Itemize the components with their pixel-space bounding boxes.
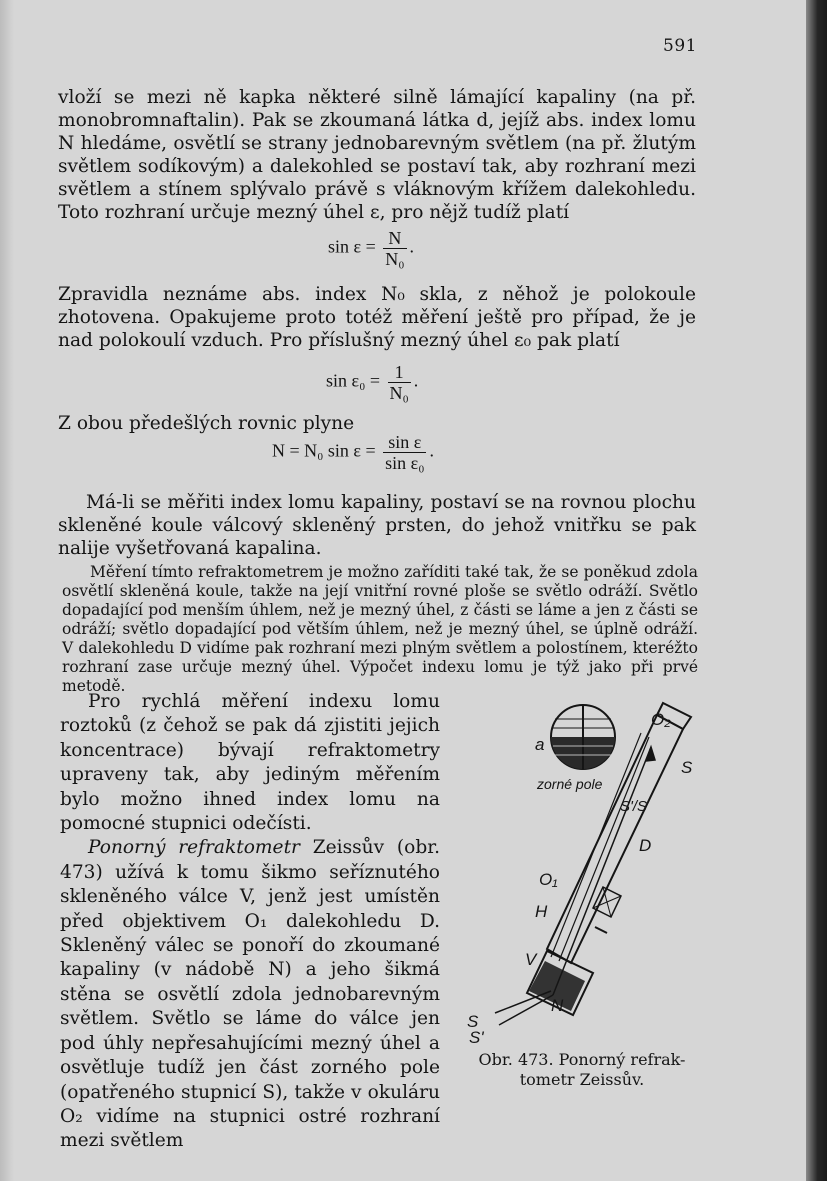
equation-2-lhs: sin ε₀ = — [326, 370, 380, 391]
equation-2-fraction — [388, 362, 411, 403]
equation-1-numerator: N — [388, 228, 402, 248]
left-column — [60, 690, 440, 1154]
equation-3-fraction — [383, 432, 426, 473]
paragraph-7-lead: Ponorný refraktometr — [88, 837, 300, 859]
paragraph-3: Z obou předešlých rovnic plyne — [58, 413, 355, 434]
label-D: D — [639, 836, 652, 855]
paragraph-2: Zpravidla neznáme abs. index N₀ skla, z něhož je polokoule zhotovena. Opakujeme proto totéž měření ještě pro případ, že je nad polokoulí vzduch. Pro příslušný mezný úhel ε₀ pak platí — [58, 284, 696, 351]
figure-caption-line-2: tometr Zeissův. — [519, 1070, 645, 1089]
equation-2-tail: . — [413, 370, 419, 391]
label-zorne-pole: zorné pole — [537, 776, 603, 792]
label-S-prime-bottom: S' — [469, 1028, 484, 1045]
equation-1-tail: . — [409, 236, 414, 257]
label-O2: O₂ — [651, 710, 671, 729]
label-V: V — [525, 950, 537, 969]
equation-1-lhs: sin ε = — [328, 236, 376, 257]
equation-2-numerator: 1 — [394, 362, 404, 382]
paragraph-7 — [60, 836, 440, 1153]
figure-caption-line-1: Obr. 473. Ponorný refrak- — [478, 1050, 686, 1069]
figure-refractometer — [455, 695, 715, 1045]
equation-2 — [326, 362, 418, 403]
paragraph-5-small-print: Měření tímto refraktometrem je možno zaříditi také tak, že se poněkud zdola osvětlí skleněná koule, takže na její vnitřní rovné ploše se světlo odráží. Světlo dopadající pod menším úhlem, než je mezný úhel, z části se láme a jen z části se odráží; světlo dopadající pod větším úhlem, než je mezný úhel, se úplně odráží. V dalekohledu D vidíme pak rozhraní mezi plným světlem a polostínem, kteréžto rozhraní zase určuje mezný úhel. Výpočet indexu lomu je týž jako při prvé metodě. — [62, 563, 698, 695]
page-number: 591 — [663, 36, 697, 56]
label-S-bottom: S — [467, 1012, 479, 1031]
label-a: a — [535, 735, 545, 754]
label-S-prime-S: S'/S — [620, 798, 648, 815]
page-edge — [0, 0, 14, 1181]
equation-1-denominator: N₀ — [385, 249, 405, 269]
equation-3-numerator: sin ε — [388, 432, 422, 452]
figure-caption — [462, 1050, 702, 1090]
field-of-view-inset — [551, 705, 615, 769]
label-N: N — [551, 996, 564, 1015]
paragraph-4: Má-li se měřiti index lomu kapaliny, postaví se na rovnou plochu skleněné koule válcový skleněný prsten, do jehož vnitřku se pak nalije vyšetřovaná kapalina. — [58, 492, 696, 559]
equation-1 — [328, 228, 414, 269]
paragraph-1: vloží se mezi ně kapka některé silně lámající kapaliny (na př. monobromnaftalin). Pak se zkoumaná látka d, jejíž abs. index lomu N hledáme, osvětlí se strany jednobarevným světlem (na př. žlutým světlem sodíkovým) a dalekohled se postaví tak, aby rozhraní mezi světlem a stínem splývalo právě s vláknovým křížem dalekohledu. Toto rozhraní určuje mezný úhel ε, pro nějž tudíž platí — [58, 87, 696, 223]
equation-2-denominator: N₀ — [389, 383, 409, 403]
equation-1-fraction — [383, 228, 406, 269]
paragraph-6: Pro rychlá měření indexu lomu roztoků (z čehož se pak dá zjistiti jejich koncentrace) bývají refraktometry upraveny tak, aby jediným měřením bylo možno ihned index lomu na pomocné stupnici odečísti. — [60, 691, 440, 835]
label-S: S — [681, 758, 693, 777]
page-gutter-shadow — [806, 0, 827, 1181]
label-O1: O₁ — [539, 870, 558, 889]
label-H: H — [535, 902, 548, 921]
paragraph-7-body: Zeissův (obr. 473) užívá k tomu šikmo seříznutého skleněného válce V, jenž jest umístěn před objektivem O₁ dalekohledu D. Skleněný válec se ponoří do zkoumané kapaliny (v nádobě N) a jeho šikmá stěna se osvětlí zdola jednobarevným světlem. Světlo se láme do válce jen pod úhly nepřesahujícími mezný úhel a osvětluje tudíž jen část zorného pole (opatřeného stupnicí S), takže v okuláru O₂ vidíme na stupnici ostré rozhraní mezi světlem — [60, 837, 440, 1152]
equation-3-lhs: N = N₀ sin ε = — [272, 440, 376, 461]
equation-3-tail: . — [429, 440, 434, 461]
equation-3-denominator: sin ε₀ — [385, 453, 425, 473]
equation-3 — [272, 432, 434, 473]
